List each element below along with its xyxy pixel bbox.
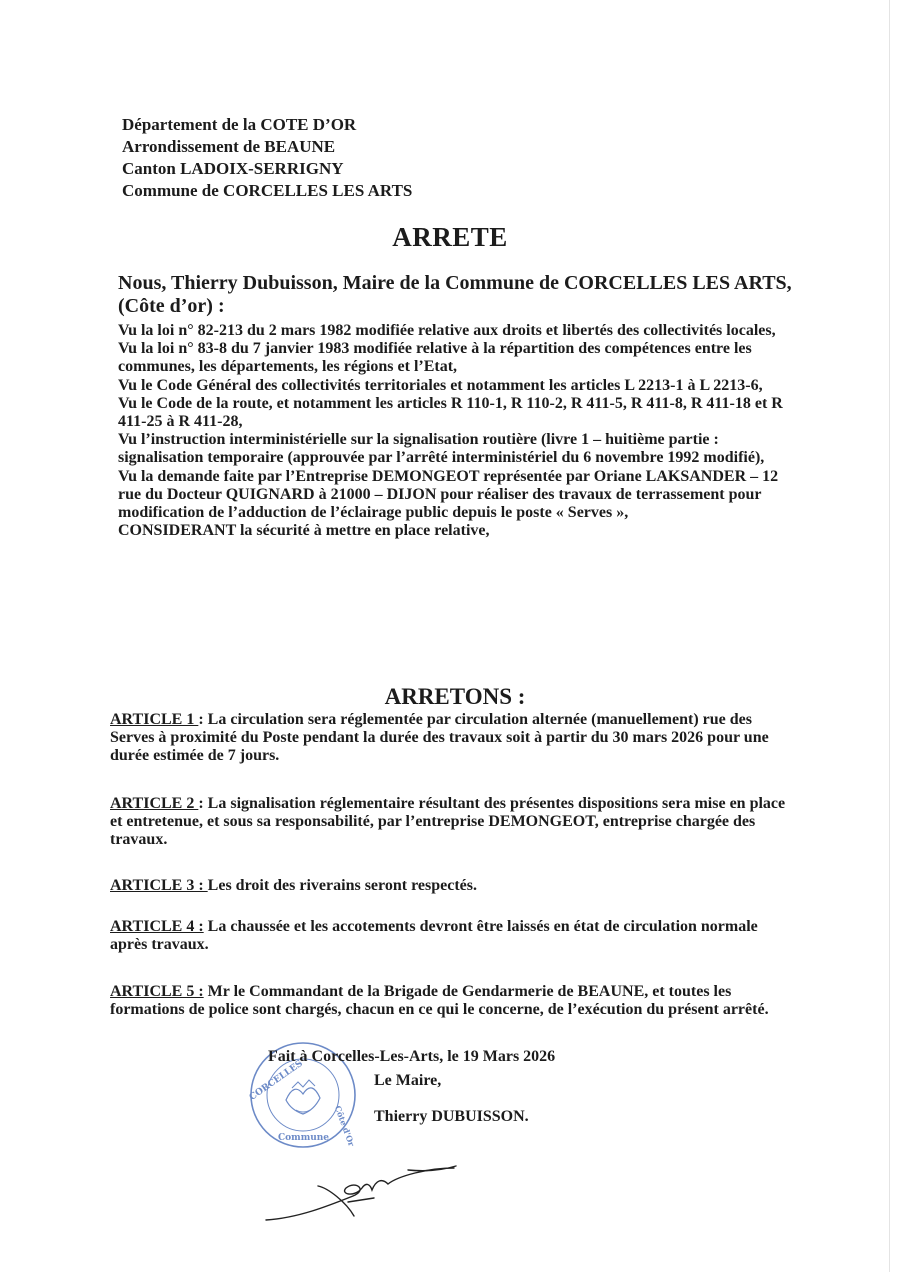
consideration-item: Vu l’instruction interministérielle sur la signalisation routière (livre 1 – huitième partie : signalisation temporaire (approuvée par l’arrêté interministériel du 6 novembre 1992 modifié), <box>118 431 765 467</box>
header-department: Département de la COTE D’OR <box>122 115 357 134</box>
svg-text:Commune: Commune <box>278 1133 330 1143</box>
header-canton: Canton LADOIX-SERRIGNY <box>122 159 344 178</box>
article-label: ARTICLE 4 : <box>110 918 204 935</box>
considerations <box>118 322 803 540</box>
preamble: Nous, Thierry Dubuisson, Maire de la Commune de CORCELLES LES ARTS, (Côte d’or) : <box>118 272 792 317</box>
document-title: ARRETE <box>392 222 508 252</box>
place-date: Fait à Corcelles-Les-Arts, le 19 Mars 2026 <box>268 1048 556 1065</box>
svg-text:CORCELLES: CORCELLES <box>248 1058 305 1103</box>
article-4 <box>110 918 790 954</box>
article-1 <box>110 711 790 765</box>
signatory-role: Le Maire, <box>374 1072 442 1089</box>
page-edge <box>889 0 890 1272</box>
article-5 <box>110 983 790 1019</box>
article-text: Mr le Commandant de la Brigade de Gendarmerie de BEAUNE, et toutes les formations de police sont chargés, chacun en ce qui le concerne, de l’exécution du présent arrêté. <box>110 983 769 1018</box>
article-2 <box>110 795 790 849</box>
article-label: ARTICLE 3 : <box>110 877 208 894</box>
header-commune: Commune de CORCELLES LES ARTS <box>122 181 413 200</box>
header-arrondissement: Arrondissement de BEAUNE <box>122 137 336 156</box>
signature-block <box>268 1045 555 1129</box>
article-label: ARTICLE 1 <box>110 711 199 728</box>
consideration-item: Vu la loi n° 83-8 du 7 janvier 1983 modifiée relative à la répartition des compétences entre les communes, les départements, les régions et l’Etat, <box>118 340 752 376</box>
article-text: : La signalisation réglementaire résultant des présentes dispositions sera mise en place et entretenue, et sous sa responsabilité, par l’entreprise DEMONGEOT, entreprise chargée des travaux. <box>110 795 786 848</box>
consideration-item: Vu le Code de la route, et notamment les articles R 110-1, R 110-2, R 411-5, R 411-8, R 411-18 et R 411-25 à R 411-28, <box>118 394 783 431</box>
consideration-item: CONSIDERANT la sécurité à mettre en place relative, <box>118 522 490 540</box>
article-label: ARTICLE 5 : <box>110 983 204 1000</box>
article-label: ARTICLE 2 <box>110 795 199 812</box>
article-text: La chaussée et les accotements devront être laissés en état de circulation normale après travaux. <box>110 918 758 953</box>
article-3 <box>110 877 790 895</box>
consideration-item: Vu la loi n° 82-213 du 2 mars 1982 modifiée relative aux droits et libertés des collectivités locales, <box>118 322 776 339</box>
consideration-item: Vu la demande faite par l’Entreprise DEMONGEOT représentée par Oriane LAKSANDER – 12 rue du Docteur QUIGNARD à 21000 – DIJON pour réaliser des travaux de terrassement pour modification de l’adduction de l’éclairage public depuis le poste « Serves », <box>118 467 779 522</box>
article-text: : La circulation sera réglementée par circulation alternée (manuellement) rue des Serves à proximité du Poste pendant la durée des travaux soit à partir du 30 mars 2026 pour une durée estimée de 7 jours. <box>110 711 769 764</box>
arretons-heading: ARRETONS : <box>384 684 526 709</box>
signatory-name: Thierry DUBUISSON. <box>374 1108 529 1125</box>
article-text: Les droit des riverains seront respectés. <box>207 877 477 894</box>
administrative-header <box>122 114 412 202</box>
handwritten-signature-icon <box>258 1158 468 1228</box>
svg-text:Côte d'Or: Côte d'Or <box>332 1104 357 1148</box>
consideration-item: Vu le Code Général des collectivités territoriales et notamment les articles L 2213-1 à L 2213-6, <box>118 376 763 394</box>
